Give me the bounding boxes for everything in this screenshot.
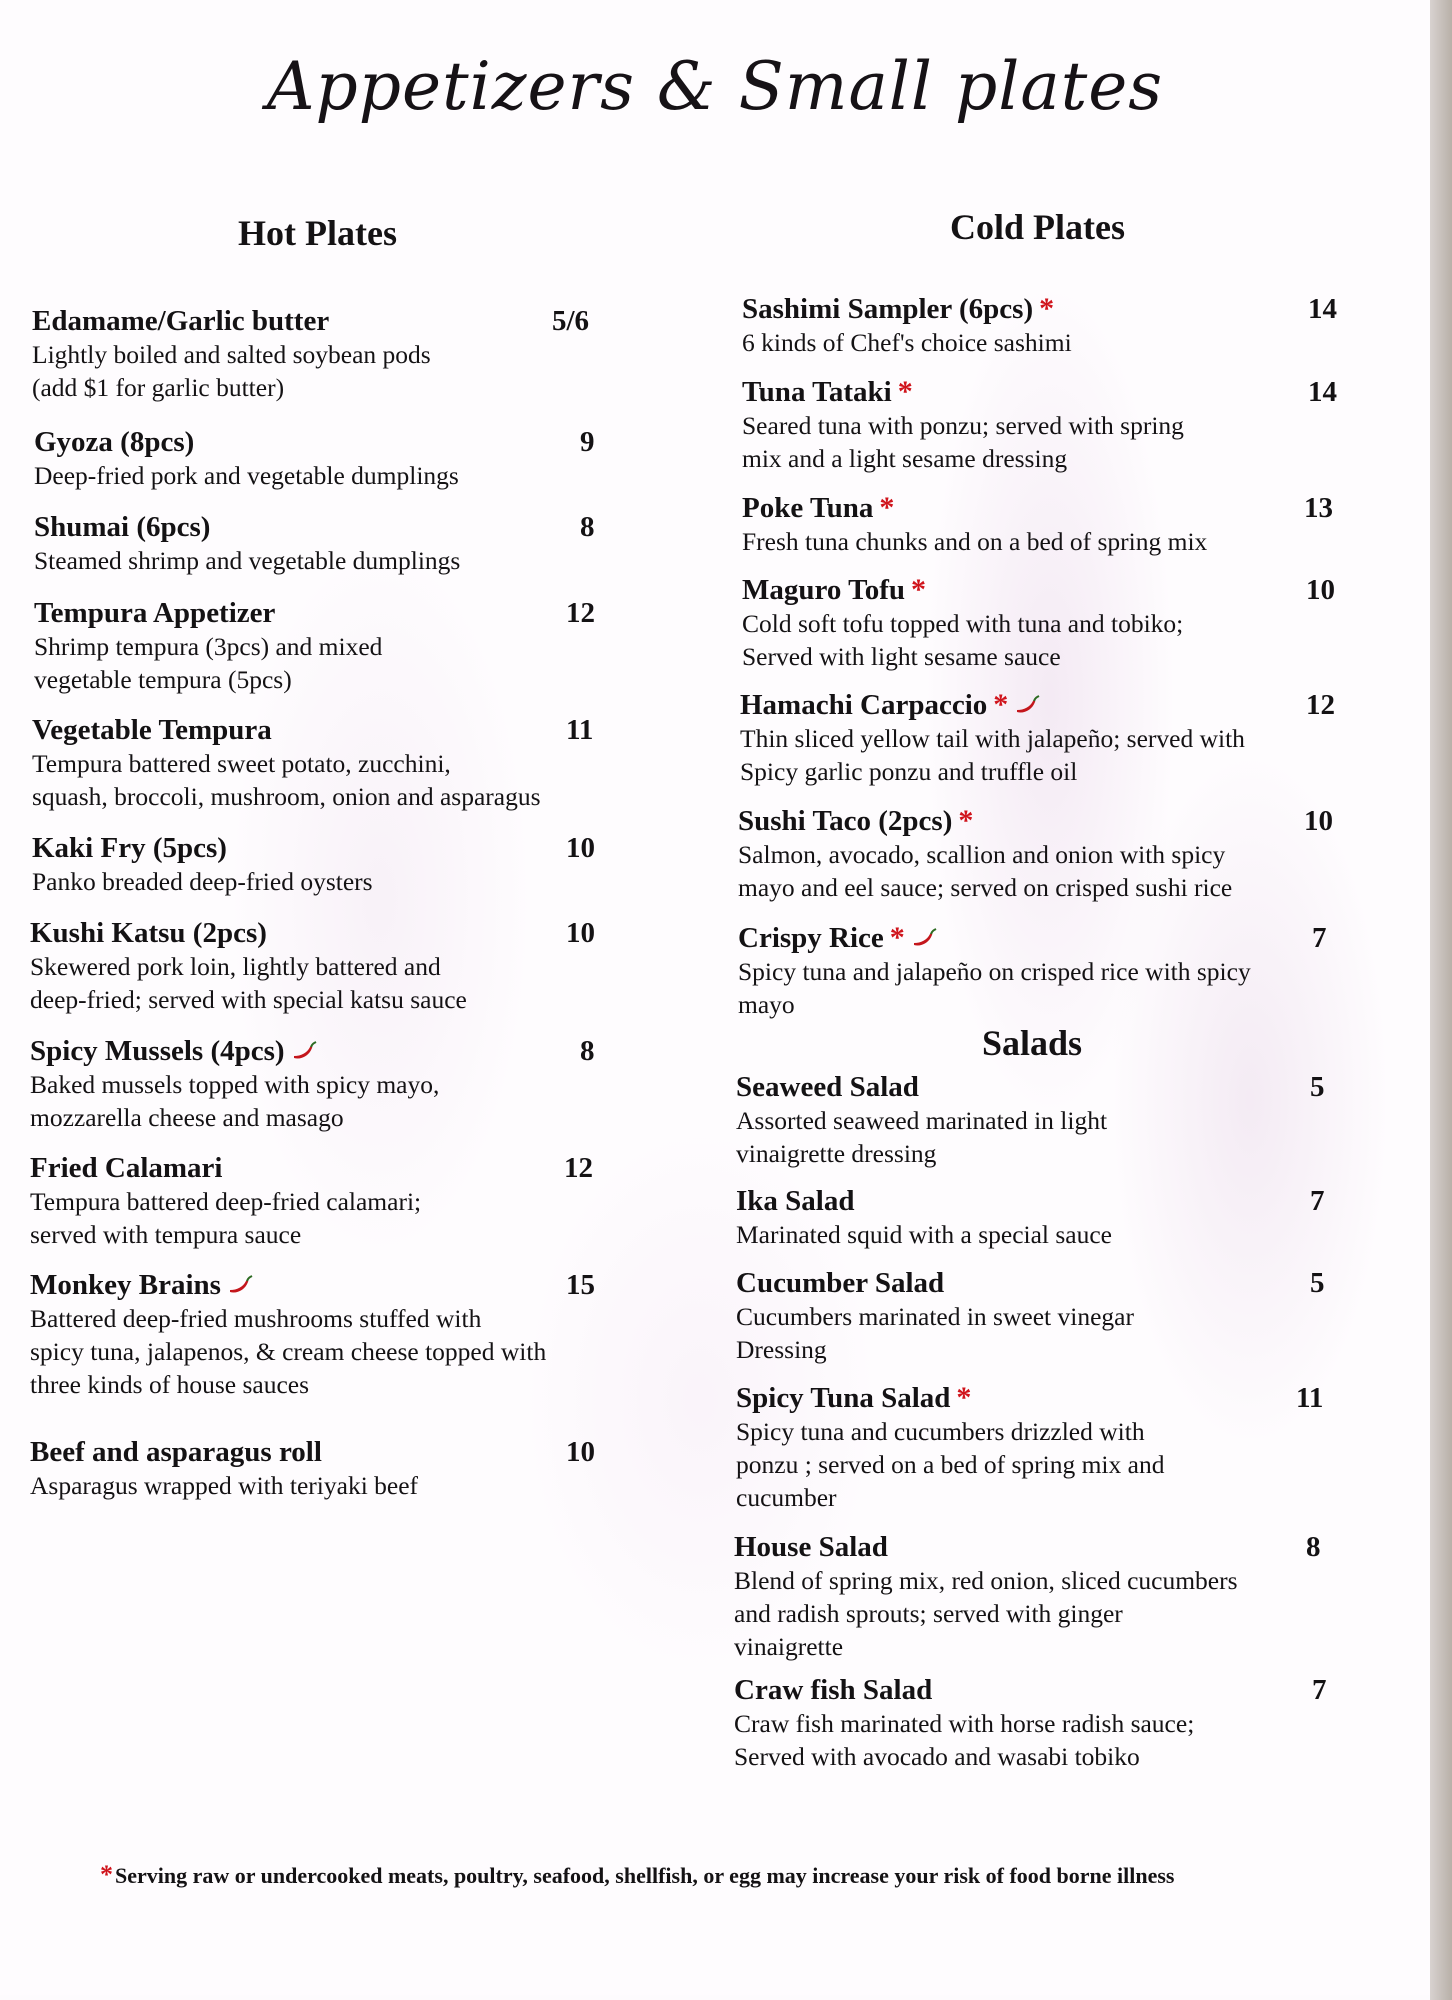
item-name	[740, 688, 1360, 722]
raw-food-warning	[100, 1860, 1174, 1890]
item-name	[30, 916, 610, 950]
page-edge	[1430, 0, 1452, 2000]
item-name-text: Cucumber Salad	[736, 1267, 945, 1299]
item-name-text: Beef and asparagus roll	[30, 1436, 322, 1468]
item-name-text: Crispy Rice	[738, 922, 884, 954]
item-description: Deep-fried pork and vegetable dumplings	[34, 461, 459, 490]
item-name-text: Sashimi Sampler (6pcs)	[742, 293, 1034, 325]
item-price: 7	[1312, 1674, 1327, 1706]
item-description: 6 kinds of Chef's choice sashimi	[742, 328, 1072, 357]
item-description: Baked mussels topped with spicy mayo, mozzarella cheese and masago	[30, 1070, 440, 1132]
item-name-text: Shumai (6pcs)	[34, 511, 211, 543]
item-name	[742, 491, 1352, 525]
item-name	[736, 1381, 1356, 1415]
cold-plates-heading: Cold Plates	[950, 207, 1125, 247]
item-description: Spicy tuna and cucumbers drizzled with ponzu ; served on a bed of spring mix and cucumber	[736, 1417, 1165, 1512]
star-icon: *	[897, 375, 913, 408]
item-price: 10	[566, 917, 595, 949]
chili-pepper-icon	[911, 923, 937, 945]
item-name	[32, 304, 612, 338]
menu-item-kaki-fry	[32, 831, 612, 898]
item-name	[734, 1530, 1354, 1564]
star-icon: *	[1039, 292, 1055, 325]
item-price: 12	[566, 597, 595, 629]
menu-item-gyoza	[34, 425, 614, 492]
item-name	[34, 596, 614, 630]
item-description: Thin sliced yellow tail with jalapeño; served with Spicy garlic ponzu and truffle oil	[740, 724, 1245, 786]
menu-item-maguro-tofu	[742, 573, 1352, 673]
menu-item-seaweed-salad	[736, 1070, 1356, 1170]
item-price: 11	[1296, 1382, 1324, 1414]
chili-pepper-icon	[1014, 690, 1040, 712]
item-name	[738, 804, 1358, 838]
menu-item-poke-tuna	[742, 491, 1352, 558]
item-name-text: Vegetable Tempura	[32, 714, 272, 746]
star-icon: *	[911, 573, 927, 606]
menu-item-crispy-rice	[738, 921, 1358, 1021]
item-name	[734, 1673, 1354, 1707]
menu-item-monkey-brains	[30, 1268, 640, 1401]
item-name-text: Tempura Appetizer	[34, 597, 276, 629]
item-price: 12	[1306, 689, 1335, 721]
item-name	[30, 1435, 610, 1469]
item-name	[738, 921, 1358, 955]
item-name-text: Gyoza (8pcs)	[34, 426, 195, 458]
item-name-text: Kaki Fry (5pcs)	[32, 832, 227, 864]
star-icon: *	[956, 1381, 972, 1414]
menu-item-cucumber-salad	[736, 1266, 1356, 1366]
menu-item-edamame	[32, 304, 612, 404]
star-icon: *	[100, 1860, 113, 1889]
menu-item-fried-calamari	[30, 1151, 610, 1251]
item-description: Marinated squid with a special sauce	[736, 1220, 1113, 1249]
item-name-text: Fried Calamari	[30, 1152, 223, 1184]
menu-item-spicy-mussels	[30, 1034, 610, 1134]
item-description: Skewered pork loin, lightly battered and deep-fried; served with special katsu sauce	[30, 952, 467, 1014]
menu-item-crawfish-salad	[734, 1673, 1354, 1773]
item-name	[742, 573, 1352, 607]
page-title: Appetizers & Small plates	[266, 48, 1164, 125]
item-description: Blend of spring mix, red onion, sliced cucumbers and radish sprouts; served with ginger vinaigrette	[734, 1566, 1238, 1661]
menu-item-tempura-appetizer	[34, 596, 614, 696]
item-price: 8	[580, 511, 595, 543]
item-name	[30, 1034, 610, 1068]
item-description: Craw fish marinated with horse radish sauce; Served with avocado and wasabi tobiko	[734, 1709, 1195, 1771]
item-name-text: Monkey Brains	[30, 1269, 221, 1301]
menu-item-beef-asparagus-roll	[30, 1435, 610, 1502]
item-price: 5	[1310, 1071, 1325, 1103]
item-price: 14	[1308, 376, 1337, 408]
item-name-text: Maguro Tofu	[742, 574, 906, 606]
item-price: 9	[580, 426, 595, 458]
star-icon: *	[889, 921, 905, 954]
menu-item-sashimi-sampler	[742, 292, 1352, 359]
item-name	[32, 713, 632, 747]
item-price: 8	[1306, 1531, 1321, 1563]
item-price: 15	[566, 1269, 595, 1301]
item-name-text: Kushi Katsu (2pcs)	[30, 917, 267, 949]
item-description: Cold soft tofu topped with tuna and tobiko; Served with light sesame sauce	[742, 609, 1184, 671]
menu-item-house-salad	[734, 1530, 1354, 1663]
item-description: Asparagus wrapped with teriyaki beef	[30, 1471, 419, 1500]
item-price: 14	[1308, 293, 1337, 325]
item-name-text: Craw fish Salad	[734, 1674, 933, 1706]
item-description: Spicy tuna and jalapeño on crisped rice with spicy mayo	[738, 957, 1251, 1019]
item-description: Fresh tuna chunks and on a bed of spring mix	[742, 527, 1208, 556]
menu-item-spicy-tuna-salad	[736, 1381, 1356, 1514]
chili-pepper-icon	[291, 1036, 317, 1058]
menu-item-shumai	[34, 510, 614, 577]
item-name	[32, 831, 612, 865]
item-name-text: Hamachi Carpaccio	[740, 689, 988, 721]
item-name	[30, 1268, 640, 1302]
item-price: 7	[1312, 922, 1327, 954]
item-price: 10	[566, 832, 595, 864]
item-description: Tempura battered deep-fried calamari; served with tempura sauce	[30, 1187, 422, 1249]
item-name	[736, 1070, 1356, 1104]
item-description: Steamed shrimp and vegetable dumplings	[34, 546, 461, 575]
item-description: Salmon, avocado, scallion and onion with spicy mayo and eel sauce; served on crisped sushi rice	[738, 840, 1233, 902]
item-name	[34, 510, 614, 544]
item-name-text: Seaweed Salad	[736, 1071, 919, 1103]
item-price: 7	[1310, 1185, 1325, 1217]
item-price: 12	[564, 1152, 593, 1184]
item-name-text: Sushi Taco (2pcs)	[738, 805, 953, 837]
salads-heading: Salads	[982, 1023, 1083, 1063]
item-name-text: Spicy Mussels (4pcs)	[30, 1035, 285, 1067]
item-description: Panko breaded deep-fried oysters	[32, 867, 373, 896]
item-name	[736, 1184, 1356, 1218]
item-name	[736, 1266, 1356, 1300]
item-price: 11	[566, 714, 594, 746]
item-price: 13	[1304, 492, 1333, 524]
star-icon: *	[958, 804, 974, 837]
item-name	[30, 1151, 610, 1185]
item-price: 5	[1310, 1267, 1325, 1299]
item-description: Tempura battered sweet potato, zucchini, squash, broccoli, mushroom, onion and asparagus	[32, 749, 541, 811]
item-description: Seared tuna with ponzu; served with spring mix and a light sesame dressing	[742, 411, 1184, 473]
item-description: Assorted seaweed marinated in light vinaigrette dressing	[736, 1106, 1108, 1168]
item-description: Lightly boiled and salted soybean pods (add $1 for garlic butter)	[32, 340, 431, 402]
item-description: Shrimp tempura (3pcs) and mixed vegetable tempura (5pcs)	[34, 632, 383, 694]
menu-item-tuna-tataki	[742, 375, 1352, 475]
item-description: Battered deep-fried mushrooms stuffed with spicy tuna, jalapenos, & cream cheese topped with three kinds of house sauces	[30, 1304, 547, 1399]
chili-pepper-icon	[227, 1270, 253, 1292]
menu-item-hamachi-carpaccio	[740, 688, 1360, 788]
item-name-text: Tuna Tataki	[742, 376, 892, 408]
raw-food-warning-text: Serving raw or undercooked meats, poultry, seafood, shellfish, or egg may increase your risk of food borne illness	[115, 1863, 1175, 1888]
item-name	[742, 292, 1352, 326]
item-price: 8	[580, 1035, 595, 1067]
menu-item-sushi-taco	[738, 804, 1358, 904]
item-name-text: House Salad	[734, 1531, 888, 1563]
item-name-text: Edamame/Garlic butter	[32, 305, 330, 337]
star-icon: *	[993, 688, 1009, 721]
item-name	[742, 375, 1352, 409]
item-price: 10	[1306, 574, 1335, 606]
menu-item-kushi-katsu	[30, 916, 610, 1016]
item-name-text: Ika Salad	[736, 1185, 855, 1217]
item-name-text: Poke Tuna	[742, 492, 874, 524]
menu-item-vegetable-tempura	[32, 713, 632, 813]
item-price: 10	[1304, 805, 1333, 837]
menu-item-ika-salad	[736, 1184, 1356, 1251]
item-name-text: Spicy Tuna Salad	[736, 1382, 951, 1414]
item-name	[34, 425, 614, 459]
star-icon: *	[879, 491, 895, 524]
hot-plates-heading: Hot Plates	[238, 213, 397, 253]
item-description: Cucumbers marinated in sweet vinegar Dressing	[736, 1302, 1134, 1364]
item-price: 5/6	[552, 305, 590, 337]
item-price: 10	[566, 1436, 595, 1468]
